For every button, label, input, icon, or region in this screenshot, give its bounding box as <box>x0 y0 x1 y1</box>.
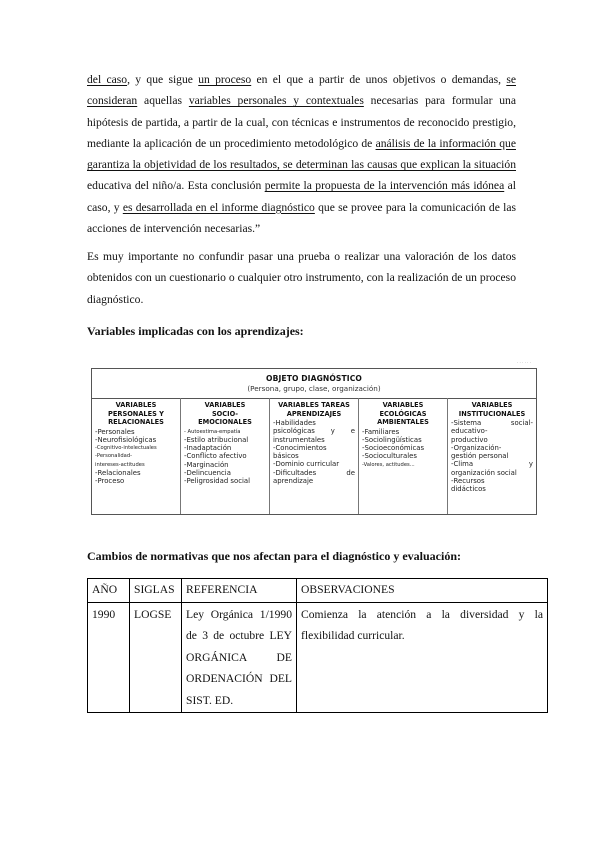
figure-subtitle: (Persona, grupo, clase, organización) <box>247 384 381 393</box>
column-item: -Socioeconómicas <box>362 444 425 453</box>
column-item: -Sociolingüísticas <box>362 435 422 444</box>
column-item: -Inadaptación <box>184 444 232 452</box>
column-header: VARIABLES PERSONALES Y RELACIONALES <box>108 401 164 426</box>
variables-column-socio-emotional <box>181 398 270 514</box>
column-header: VARIABLES SOCIO- EMOCIONALES <box>198 401 252 426</box>
text-segment: educativa del niño/a. Esta conclusión <box>87 179 265 193</box>
column-item: -Habilidades <box>273 419 316 427</box>
column-item: -Dificultades de <box>273 468 355 477</box>
column-item: -Estilo atribucional <box>184 435 249 444</box>
cell-year: 1990 <box>88 603 130 713</box>
text-segment: se consideran <box>87 73 516 108</box>
column-item: didácticos <box>451 485 486 494</box>
intro-paragraph <box>87 69 516 239</box>
column-item: instrumentales <box>273 435 325 444</box>
column-item: -Personales <box>95 427 135 436</box>
table-row <box>88 603 548 713</box>
figure-title: OBJETO DIAGNÓSTICO <box>266 374 362 383</box>
column-item: -Dominio curricular <box>273 460 340 469</box>
column-item: -Sistema social- <box>451 419 533 427</box>
variables-column-personal <box>92 398 181 514</box>
column-item: -Recursos <box>451 477 485 486</box>
column-item: -Familiares <box>362 427 400 436</box>
header-acronym: SIGLAS <box>130 579 182 603</box>
column-item: -Personalidad- <box>95 453 133 460</box>
text-segment: aquellas <box>137 94 189 108</box>
variables-column-learning-tasks <box>270 398 359 514</box>
cell-acronym: LOGSE <box>130 603 182 713</box>
column-item: -Valores, actitudes... <box>362 461 415 468</box>
text-segment: un proceso <box>198 73 252 86</box>
column-item: educativo- <box>451 427 488 436</box>
text-segment: al caso, y <box>87 179 517 214</box>
column-item: gestión personal <box>451 452 509 461</box>
column-header: VARIABLES TAREAS APRENDIZAJES <box>278 401 350 418</box>
variables-heading: Variables implicadas con los aprendizajes: <box>87 324 304 338</box>
column-item: -Organización- <box>451 443 502 452</box>
column-item: intereses-actitudes <box>95 461 145 468</box>
text-segment: del caso <box>87 73 128 86</box>
column-item: -Conflicto afectivo <box>184 452 247 461</box>
cell-observations: Comienza la atención a la diversidad y la flexibilidad curricular. <box>297 603 548 713</box>
text-segment: análisis de la información que garantiza la objetividad de los resultados, se determinan las causas que explican la situación <box>87 136 516 172</box>
column-item: -Marginación <box>184 460 229 469</box>
text-segment: necesarias para formular una hipótesis de partida, a partir de la cual, con técnicas e instrumentos de reconocido prestigio, mediante la aplicación de un procedimiento metodológico de <box>87 94 516 150</box>
regulations-heading: Cambios de normativas que nos afectan para el diagnóstico y evaluación: <box>87 549 462 563</box>
column-item: básicos <box>273 452 299 461</box>
text-segment: es desarrollada en el informe diagnóstico <box>122 200 315 214</box>
column-item: productivo <box>451 435 488 444</box>
column-item: organización social <box>451 468 517 477</box>
column-item: psicológicas y e <box>273 427 355 436</box>
column-item: aprendizaje <box>273 477 314 486</box>
table-header-row <box>88 579 548 603</box>
variables-column-ecological <box>359 398 448 514</box>
regulations-table <box>87 578 548 713</box>
column-item: -Relacionales <box>95 468 141 477</box>
column-item: -Clima y <box>451 460 533 469</box>
column-header: VARIABLES INSTITUCIONALES <box>458 401 526 418</box>
diagnostic-object-box <box>91 368 537 399</box>
column-item: -Proceso <box>95 477 125 485</box>
text-segment: que se provee para la comunicación de las acciones de intervención necesarias.” <box>87 200 517 236</box>
text-segment: permite la propuesta de la intervención más idónea <box>264 179 505 193</box>
column-item: -Delincuencia <box>184 468 231 477</box>
diagnostic-object-figure <box>91 360 537 517</box>
column-item: -Socioculturales <box>362 452 417 461</box>
variables-column-institutional <box>448 398 536 514</box>
column-item: -Conocimientos <box>273 443 327 452</box>
header-year: AÑO <box>88 579 130 603</box>
variables-columns <box>91 398 537 515</box>
text-segment: en el que a partir de unos objetivos o demandas, <box>251 73 507 86</box>
column-item: - Autoestima-empatía <box>184 428 241 435</box>
text-segment: variables personales y contextuales <box>188 94 364 108</box>
column-item: -Cognitivo-intelectuales <box>95 445 157 452</box>
header-reference: REFERENCIA <box>182 579 297 603</box>
cell-reference: Ley Orgánica 1/1990 de 3 de octubre LEY ORGÁNICA DE ORDENACIÓN DEL SIST. ED. <box>182 603 297 713</box>
second-paragraph: Es muy importante no confundir pasar una prueba o realizar una valoración de los datos obtenidos con un cuestionario o cualquier otro instrumento, con la realización de un proceso diagnóstico. <box>87 250 516 306</box>
column-item: -Neurofisiológicas <box>95 435 157 444</box>
text-segment: , y que sigue <box>127 73 199 86</box>
column-header: VARIABLES ECOLÓGICAS AMBIENTALES <box>377 401 429 426</box>
corner-decoration: · · · · · · <box>517 360 531 365</box>
column-item: -Peligrosidad social <box>184 477 251 486</box>
header-observations: OBSERVACIONES <box>297 579 548 603</box>
